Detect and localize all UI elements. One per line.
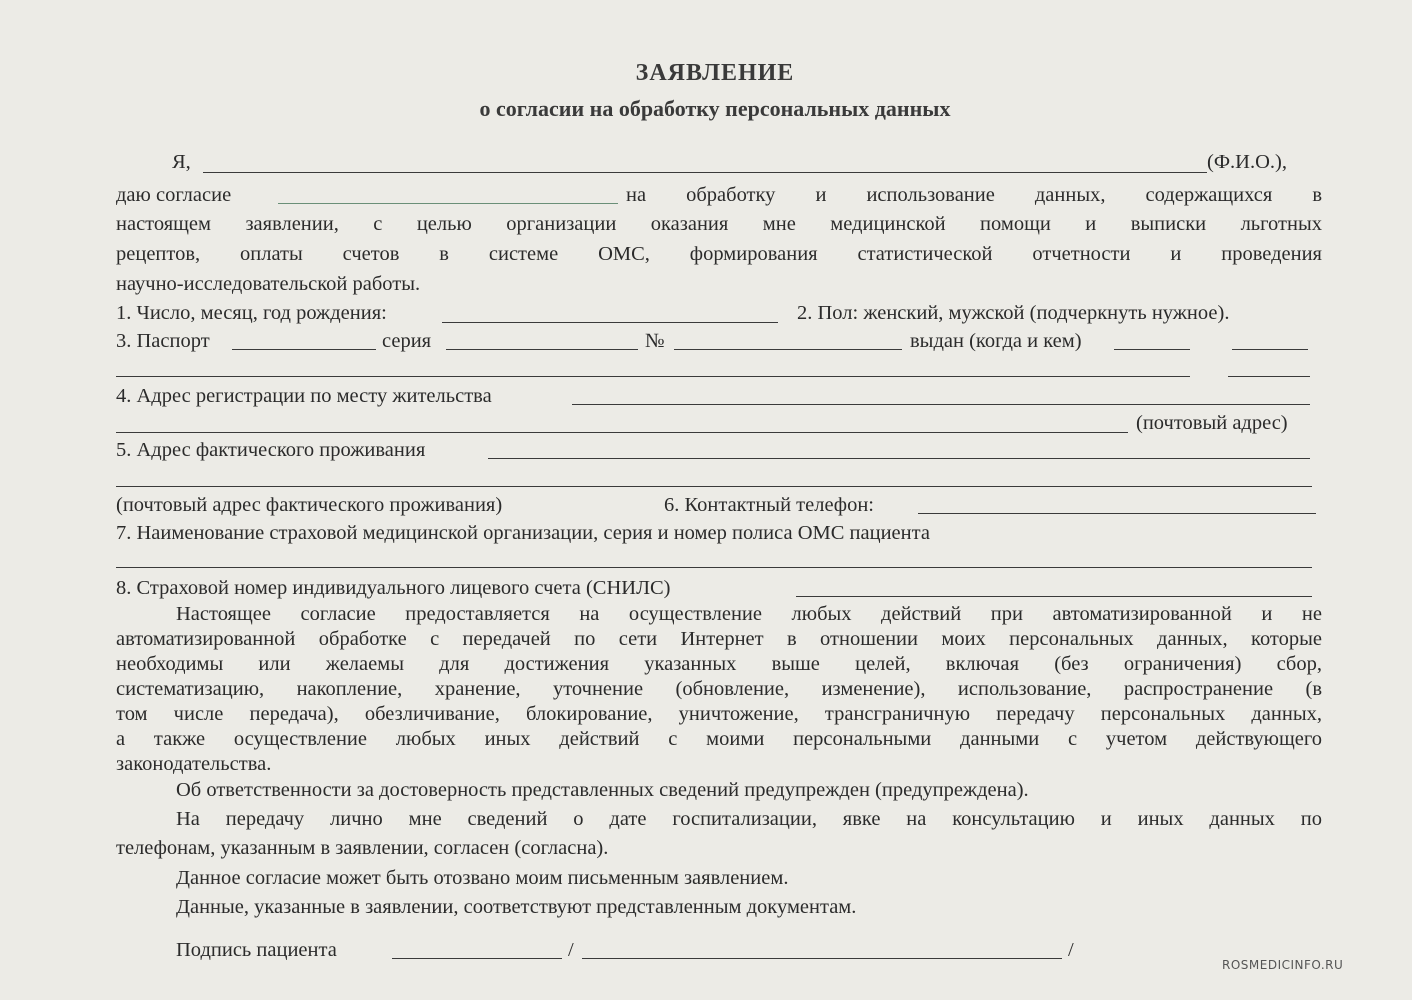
- actual-address-label: 5. Адрес фактического проживания: [116, 439, 426, 461]
- consent-line-1: Настоящее согласие предоставляется на осуществление любых действий при автоматизированной и не: [176, 603, 1322, 625]
- birth-label: 1. Число, месяц, год рождения:: [116, 302, 387, 324]
- actual-postal-label: (почтовый адрес фактического проживания): [116, 494, 503, 516]
- insurer-label: 7. Наименование страховой медицинской организации, серия и номер полиса ОМС пациента: [116, 522, 930, 544]
- phone-label: 6. Контактный телефон:: [664, 494, 875, 516]
- issued-field-line[interactable]: [1114, 349, 1190, 350]
- consent-line-2: автоматизированной обработке с передачей по сети Интернет в отношении моих персональных данных, которые: [116, 628, 1322, 650]
- intro-line4: научно-исследовательской работы.: [116, 273, 421, 295]
- issued-label: выдан (когда и кем): [910, 330, 1082, 352]
- insurer-field-line[interactable]: [116, 567, 1312, 568]
- consent-line-7: законодательства.: [116, 753, 272, 775]
- series-field-line[interactable]: [446, 349, 638, 350]
- issued-field-line-2[interactable]: [1232, 349, 1308, 350]
- watermark: ROSMEDICINFO.RU: [1222, 958, 1344, 972]
- intro-dayu: даю согласие: [116, 184, 232, 206]
- consent-line-4: систематизацию, накопление, хранение, уточнение (обновление, изменение), использование, распространение (в: [116, 678, 1322, 700]
- reg-address-field-line[interactable]: [572, 404, 1310, 405]
- reg-address-field-line-2[interactable]: [116, 432, 1128, 433]
- postal-label: (почтовый адрес): [1136, 412, 1288, 434]
- document-title: ЗАЯВЛЕНИЕ: [635, 60, 795, 86]
- number-field-line[interactable]: [674, 349, 902, 350]
- intro-ya: Я,: [172, 151, 191, 173]
- actual-address-field-line[interactable]: [488, 458, 1310, 459]
- consent-recipient-field-line[interactable]: [278, 203, 618, 204]
- snils-label: 8. Страховой номер индивидуального лицевого счета (СНИЛС): [116, 577, 671, 599]
- signature-field-line[interactable]: [392, 958, 562, 959]
- number-label: №: [645, 330, 665, 352]
- issued-field-line-3[interactable]: [116, 376, 1190, 377]
- fio-label: (Ф.И.О.),: [1207, 151, 1287, 173]
- consent-line-3: необходимы или желаемы для достижения указанных выше целей, включая (без ограничения) сбор,: [116, 653, 1322, 675]
- consent-line-6: а также осуществление любых иных действий с моими персональными данными с учетом действующего: [116, 728, 1322, 750]
- revoke-text: Данное согласие может быть отозвано моим письменным заявлением.: [176, 867, 789, 889]
- series-label: серия: [382, 330, 432, 352]
- birth-field-line[interactable]: [442, 322, 778, 323]
- document-subtitle: о согласии на обработку персональных данных: [479, 96, 951, 121]
- signature-name-field-line[interactable]: [582, 958, 1062, 959]
- intro-line2: настоящем заявлении, с целью организации оказания мне медицинской помощи и выписки льготных: [116, 213, 1322, 235]
- signature-slash-1: /: [568, 939, 574, 961]
- responsibility-text: Об ответственности за достоверность представленных сведений предупрежден (предупреждена).: [176, 779, 1029, 801]
- issued-field-line-4[interactable]: [1228, 376, 1310, 377]
- passport-field-line[interactable]: [232, 349, 376, 350]
- consent-line-5: том числе передача), обезличивание, блокирование, уничтожение, трансграничную передачу персональных данных,: [116, 703, 1322, 725]
- transfer-line-1: На передачу лично мне сведений о дате госпитализации, явке на консультацию и иных данных по: [176, 808, 1322, 830]
- transfer-line-2: телефонам, указанным в заявлении, согласен (согласна).: [116, 837, 609, 859]
- sex-label: 2. Пол: женский, мужской (подчеркнуть нужное).: [797, 302, 1230, 324]
- reg-address-label: 4. Адрес регистрации по месту жительства: [116, 385, 492, 407]
- actual-address-field-line-2[interactable]: [116, 486, 1312, 487]
- phone-field-line[interactable]: [918, 513, 1316, 514]
- intro-line3: рецептов, оплаты счетов в системе ОМС, формирования статистической отчетности и проведения: [116, 243, 1322, 265]
- match-text: Данные, указанные в заявлении, соответствуют представленным документам.: [176, 896, 857, 918]
- snils-field-line[interactable]: [796, 596, 1312, 597]
- intro-line1-rest: на обработку и использование данных, содержащихся в: [626, 184, 1322, 206]
- passport-label: 3. Паспорт: [116, 330, 210, 352]
- signature-slash-2: /: [1068, 939, 1074, 961]
- signature-label: Подпись пациента: [176, 939, 337, 961]
- fio-field-line[interactable]: [203, 172, 1207, 173]
